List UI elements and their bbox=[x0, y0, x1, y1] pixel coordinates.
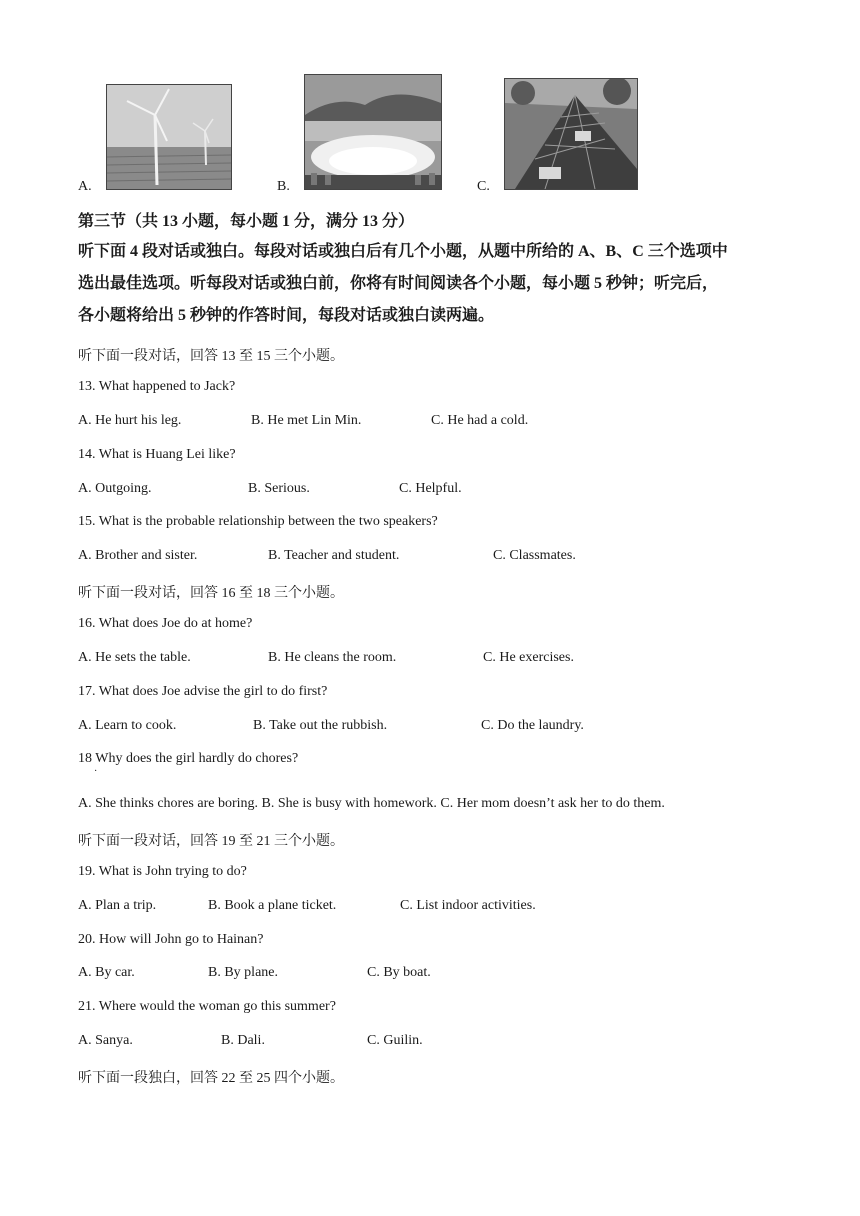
option-b: B. Dali. bbox=[221, 1033, 265, 1048]
picture-options bbox=[78, 72, 778, 196]
option-b: B. He met Lin Min. bbox=[251, 413, 362, 428]
question-14: 14. What is Huang Lei like? bbox=[78, 447, 236, 462]
option-a: A. By car. bbox=[78, 965, 135, 980]
option-a: A. Sanya. bbox=[78, 1033, 133, 1048]
group-intro: 听下面一段对话，回答 19 至 21 三个小题。 bbox=[78, 834, 344, 849]
option-c: C. List indoor activities. bbox=[400, 898, 536, 913]
option-a: A. He hurt his leg. bbox=[78, 413, 182, 428]
question-18: 18 Why does the girl hardly do chores? bbox=[78, 751, 299, 766]
question-19: 19. What is John trying to do? bbox=[78, 864, 247, 879]
option-c: C. Guilin. bbox=[367, 1033, 423, 1048]
instruction-line-1: 听下面 4 段对话或独白。每段对话或独白后有几个小题，从题中所给的 A、B、C 三个选项中 bbox=[78, 243, 728, 260]
group-intro: 听下面一段对话，回答 13 至 15 三个小题。 bbox=[78, 349, 344, 364]
stray-mark: · bbox=[94, 766, 98, 777]
group-intro: 听下面一段独白，回答 22 至 25 四个小题。 bbox=[78, 1071, 344, 1086]
option-a: A. Outgoing. bbox=[78, 481, 152, 496]
option-a: A. He sets the table. bbox=[78, 650, 191, 665]
option-b: B. By plane. bbox=[208, 965, 278, 980]
option-c: C. By boat. bbox=[367, 965, 431, 980]
group-intro: 听下面一段对话，回答 16 至 18 三个小题。 bbox=[78, 586, 344, 601]
instruction-line-2: 选出最佳选项。听每段对话或独白前，你将有时间阅读各个小题，每小题 5 秒钟；听完后， bbox=[78, 275, 719, 292]
option-a: A. Plan a trip. bbox=[78, 898, 157, 913]
question-15: 15. What is the probable relationship between the two speakers? bbox=[78, 514, 438, 529]
section-title: 第三节（共 13 小题，每小题 1 分，满分 13 分） bbox=[78, 213, 415, 230]
option-c: C. He had a cold. bbox=[431, 413, 529, 428]
question-13: 13. What happened to Jack? bbox=[78, 379, 236, 394]
wind-turbine-image bbox=[106, 84, 232, 190]
question-20: 20. How will John go to Hainan? bbox=[78, 932, 264, 947]
picture-c-label: C. bbox=[477, 179, 490, 194]
picture-a-label: A. bbox=[78, 179, 92, 194]
question-17: 17. What does Joe advise the girl to do first? bbox=[78, 684, 328, 699]
option-b: B. He cleans the room. bbox=[268, 650, 397, 665]
dam-waterfall-image bbox=[304, 74, 442, 190]
option-b: B. Book a plane ticket. bbox=[208, 898, 337, 913]
question-16: 16. What does Joe do at home? bbox=[78, 616, 253, 631]
option-c: C. Do the laundry. bbox=[481, 718, 584, 733]
question-21: 21. Where would the woman go this summer? bbox=[78, 999, 336, 1014]
solar-roof-image bbox=[504, 78, 638, 190]
option-c: C. Helpful. bbox=[399, 481, 462, 496]
instruction-line-3: 各小题将给出 5 秒钟的作答时间，每段对话或独白读两遍。 bbox=[78, 307, 495, 324]
option-c: C. Classmates. bbox=[493, 548, 576, 563]
option-b: B. Teacher and student. bbox=[268, 548, 400, 563]
option-b: B. Serious. bbox=[248, 481, 310, 496]
option-c: C. He exercises. bbox=[483, 650, 574, 665]
option-a: A. Brother and sister. bbox=[78, 548, 198, 563]
option-a: A. Learn to cook. bbox=[78, 718, 177, 733]
picture-b-label: B. bbox=[277, 179, 290, 194]
option-b: B. Take out the rubbish. bbox=[253, 718, 388, 733]
question-18-options: A. She thinks chores are boring. B. She is busy with homework. C. Her mom doesn’t ask her to do them. bbox=[78, 796, 665, 811]
